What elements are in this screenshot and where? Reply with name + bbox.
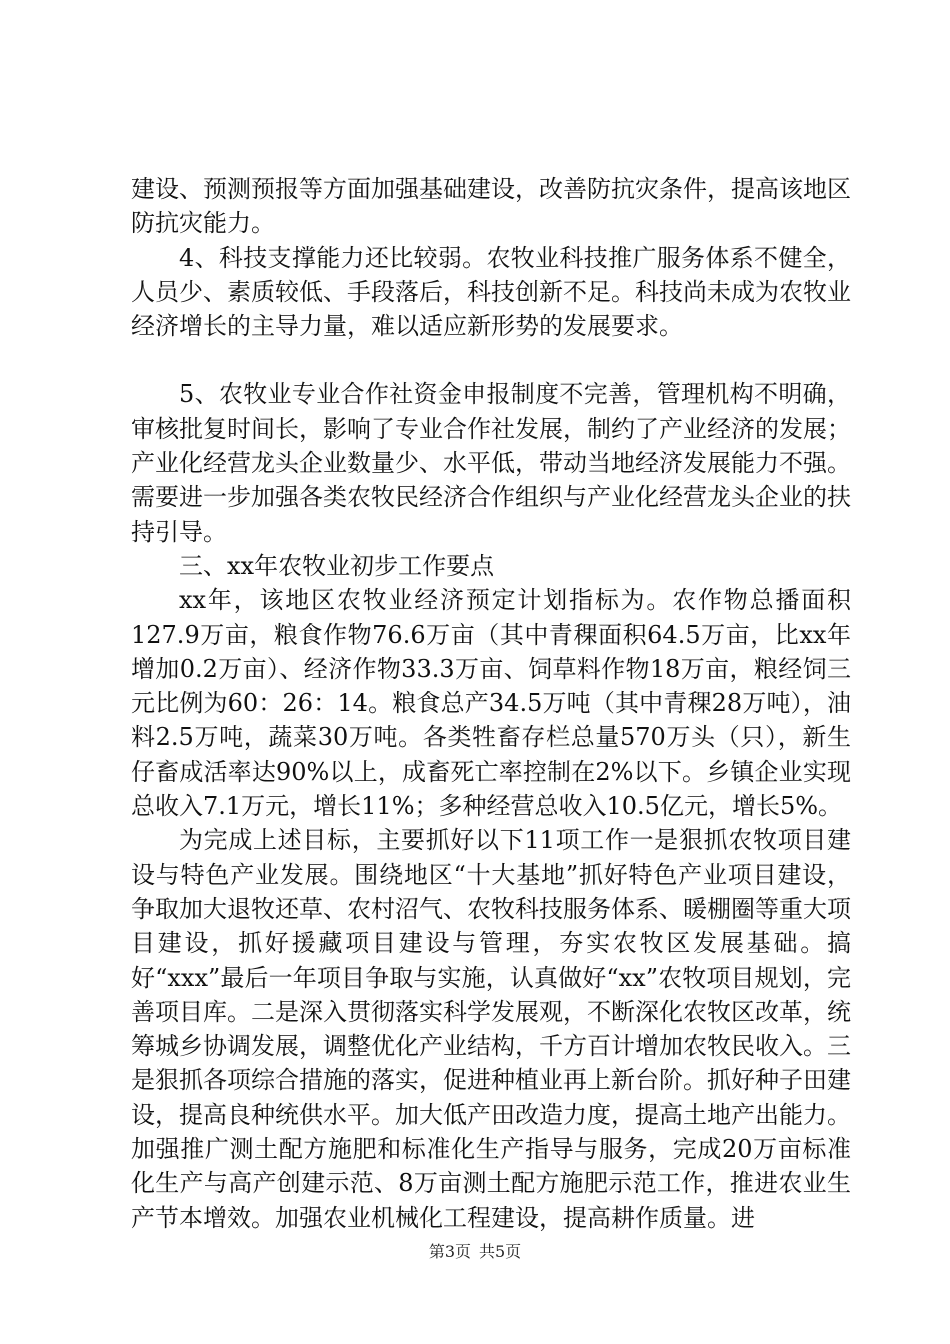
paragraph-item-5: 5、农牧业专业合作社资金申报制度不完善，管理机构不明确，审核批复时间长，影响了专业合作社发展，制约了产业经济的发展；产业化经营龙头企业数量少、水平低，带动当地经济发展能力不强。需要进一步加强各类农牧民经济合作组织与产业化经营龙头企业的扶持引导。 xyxy=(131,380,851,546)
page-total: 共5页 xyxy=(479,1242,522,1261)
page-footer xyxy=(0,1239,950,1262)
paragraph-item-4: 4、科技支撑能力还比较弱。农牧业科技推广服务体系不健全，人员少、素质较低、手段落后，科技创新不足。科技尚未成为农牧业经济增长的主导力量，难以适应新形势的发展要求。 xyxy=(131,243,851,341)
document-body xyxy=(131,172,851,1235)
paragraph-continuation: 建设、预测预报等方面加强基础建设，改善防抗灾条件，提高该地区防抗灾能力。 xyxy=(131,175,851,238)
paragraph-targets: xx年，该地区农牧业经济预定计划指标为。农作物总播面积127.9万亩，粮食作物76.6万亩（其中青稞面积64.5万亩，比xx年增加0.2万亩）、经济作物33.3万亩、饲草料作物18万亩，粮经饲三元比例为60：26：14。粮食总产34.5万吨（其中青稞28万吨），油料2.5万吨，蔬菜30万吨。各类牲畜存栏总量570万头（只），新生仔畜成活率达90%以上，成畜死亡率控制在2%以下。乡镇企业实现总收入7.1万元，增长11%；多种经营总收入10.5亿元，增长5%。 xyxy=(131,586,851,821)
section-heading: 三、xx年农牧业初步工作要点 xyxy=(179,551,495,580)
page-number: 第3页 xyxy=(428,1242,471,1261)
paragraph-tasks: 为完成上述目标，主要抓好以下11项工作一是狠抓农牧项目建设与特色产业发展。围绕地区“十大基地”抓好特色产业项目建设，争取加大退牧还草、农村沼气、农牧科技服务体系、暖棚圈等重大项目建设，抓好援藏项目建设与管理，夯实农牧区发展基础。搞好“xxx”最后一年项目争取与实施，认真做好“xx”农牧项目规划，完善项目库。二是深入贯彻落实科学发展观，不断深化农牧区改革，统筹城乡协调发展，调整优化产业结构，千方百计增加农牧民收入。三是狠抓各项综合措施的落实，促进种植业再上新台阶。抓好种子田建设，提高良种统供水平。加大低产田改造力度，提高土地产出能力。加强推广测土配方施肥和标准化生产指导与服务，完成20万亩标准化生产与高产创建示范、8万亩测土配方施肥示范工作，推进农业生产节本增效。加强农业机械化工程建设，提高耕作质量。进 xyxy=(131,826,851,1232)
